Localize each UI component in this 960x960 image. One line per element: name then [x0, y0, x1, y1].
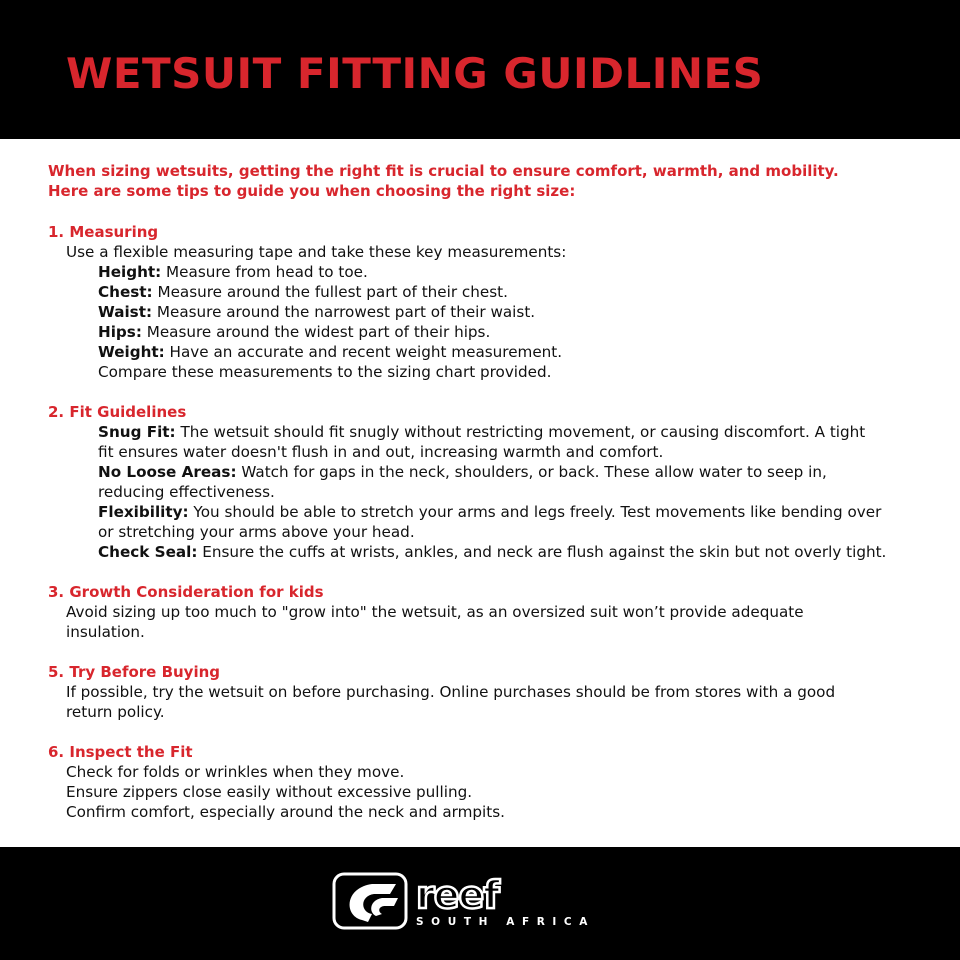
measuring-closing: Compare these measurements to the sizing chart provided. — [98, 363, 552, 381]
intro-line-2: Here are some tips to guide you when choosing the right size: — [48, 182, 576, 200]
section-inspect-fit — [48, 742, 948, 822]
desc-chest: Measure around the fullest part of their chest. — [152, 283, 508, 301]
term-hips: Hips: — [98, 323, 142, 341]
term-no-loose-areas: No Loose Areas: — [98, 463, 237, 481]
reef-south-africa-logo — [332, 872, 628, 932]
measure-item-weight — [48, 342, 948, 362]
fit-item-check-seal — [48, 542, 948, 562]
section-title-growth: 3. Growth Consideration for kids — [48, 583, 324, 601]
term-waist: Waist: — [98, 303, 153, 321]
term-weight: Weight: — [98, 343, 165, 361]
section-title-measuring: 1. Measuring — [48, 223, 159, 241]
guidelines-content — [48, 161, 948, 822]
desc-no-loose-1: Watch for gaps in the neck, shoulders, or back. These allow water to seep in, — [236, 463, 827, 481]
desc-no-loose-2: reducing effectiveness. — [98, 483, 275, 501]
growth-line-1: Avoid sizing up too much to "grow into" the wetsuit, as an oversized suit won’t provide adequate — [66, 603, 804, 621]
desc-height: Measure from head to toe. — [161, 263, 368, 281]
desc-hips: Measure around the widest part of their hips. — [141, 323, 491, 341]
term-snug-fit: Snug Fit: — [98, 423, 176, 441]
inspect-line-2: Ensure zippers close easily without excessive pulling. — [66, 783, 473, 801]
measure-item-height — [48, 262, 948, 282]
header-band — [0, 0, 960, 139]
section-growth — [48, 582, 948, 642]
measuring-lead: Use a flexible measuring tape and take these key measurements: — [66, 243, 567, 261]
section-title-inspect: 6. Inspect the Fit — [48, 743, 193, 761]
measure-item-chest — [48, 282, 948, 302]
try-line-1: If possible, try the wetsuit on before purchasing. Online purchases should be from stores with a good — [66, 683, 836, 701]
inspect-line-3: Confirm comfort, especially around the neck and armpits. — [66, 803, 505, 821]
fit-item-no-loose — [48, 462, 948, 482]
term-flexibility: Flexibility: — [98, 503, 189, 521]
measure-item-waist — [48, 302, 948, 322]
page-title: WETSUIT FITTING GUIDLINES — [66, 49, 764, 98]
desc-check-seal: Ensure the cuffs at wrists, ankles, and neck are flush against the skin but not overly tight. — [197, 543, 887, 561]
term-chest: Chest: — [98, 283, 153, 301]
desc-weight: Have an accurate and recent weight measurement. — [164, 343, 563, 361]
desc-waist: Measure around the narrowest part of their waist. — [152, 303, 536, 321]
fit-item-flexibility — [48, 502, 948, 522]
section-title-try: 5. Try Before Buying — [48, 663, 221, 681]
inspect-line-1: Check for folds or wrinkles when they move. — [66, 763, 405, 781]
measure-item-hips — [48, 322, 948, 342]
footer-band — [0, 847, 960, 960]
desc-snug-fit-2: fit ensures water doesn't flush in and out, increasing warmth and comfort. — [98, 443, 664, 461]
fit-item-snug — [48, 422, 948, 442]
desc-flexibility-1: You should be able to stretch your arms and legs freely. Test movements like bending over — [188, 503, 882, 521]
desc-flexibility-2: or stretching your arms above your head. — [98, 523, 415, 541]
logo-mark-curl-inner — [371, 898, 398, 916]
desc-snug-fit-1: The wetsuit should fit snugly without restricting movement, or causing discomfort. A tight — [175, 423, 866, 441]
section-title-fit: 2. Fit Guidelines — [48, 403, 187, 421]
growth-line-2: insulation. — [66, 623, 145, 641]
logo-wordmark: reef — [416, 873, 499, 917]
section-try-before-buying — [48, 662, 948, 722]
logo-subtitle: SOUTH AFRICA — [416, 916, 595, 928]
section-measuring — [48, 222, 948, 382]
term-check-seal: Check Seal: — [98, 543, 198, 561]
section-fit-guidelines — [48, 402, 948, 562]
try-line-2: return policy. — [66, 703, 165, 721]
intro-line-1: When sizing wetsuits, getting the right fit is crucial to ensure comfort, warmth, and mobility. — [48, 162, 839, 180]
term-height: Height: — [98, 263, 162, 281]
